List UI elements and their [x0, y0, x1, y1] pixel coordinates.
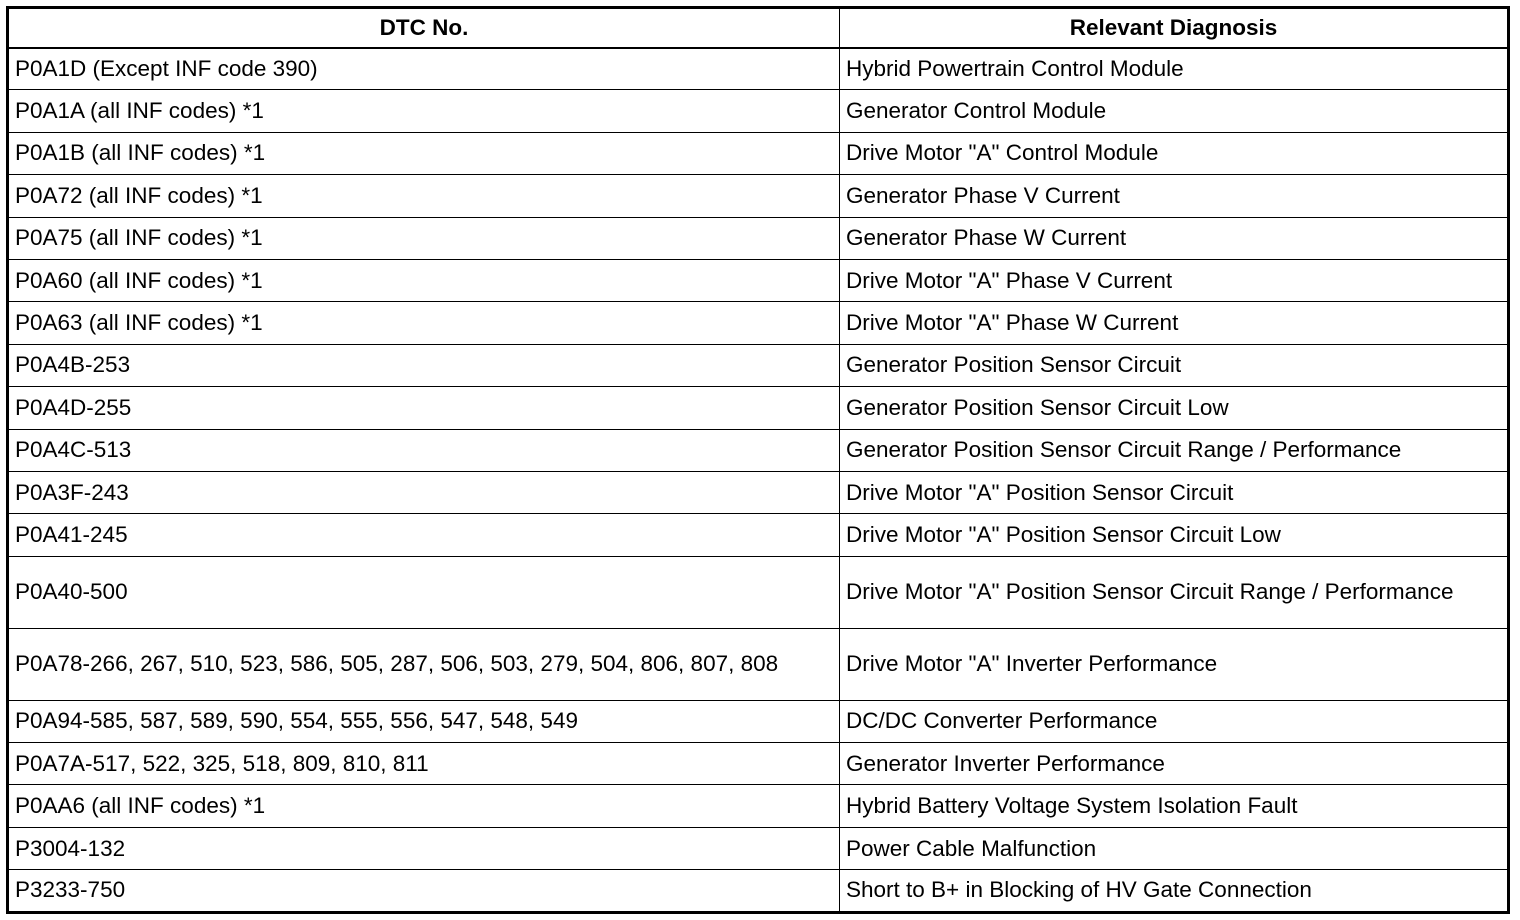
table-row [8, 429, 1509, 471]
table-row [8, 743, 1509, 785]
dtc-cell: P0A1A (all INF codes) *1 [8, 90, 840, 132]
diagnosis-cell: Hybrid Powertrain Control Module [840, 48, 1509, 90]
diagnosis-cell: Generator Inverter Performance [840, 743, 1509, 785]
diagnosis-cell: Drive Motor "A" Inverter Performance [840, 628, 1509, 700]
diagnosis-cell: DC/DC Converter Performance [840, 700, 1509, 742]
diagnosis-cell: Generator Phase W Current [840, 217, 1509, 259]
diagnosis-cell: Generator Phase V Current [840, 175, 1509, 217]
table-row [8, 700, 1509, 742]
dtc-cell: P3004-132 [8, 827, 840, 869]
diagnosis-cell: Drive Motor "A" Phase W Current [840, 302, 1509, 344]
dtc-cell: P0A7A-517, 522, 325, 518, 809, 810, 811 [8, 743, 840, 785]
table-row [8, 90, 1509, 132]
diagnosis-cell: Generator Position Sensor Circuit Low [840, 387, 1509, 429]
dtc-cell: P0A94-585, 587, 589, 590, 554, 555, 556, 547, 548, 549 [8, 700, 840, 742]
diagnosis-cell: Generator Position Sensor Circuit [840, 344, 1509, 386]
dtc-cell: P0A4D-255 [8, 387, 840, 429]
table-row [8, 785, 1509, 827]
dtc-cell: P0A1D (Except INF code 390) [8, 48, 840, 90]
dtc-cell: P3233-750 [8, 870, 840, 912]
dtc-cell: P0A3F-243 [8, 471, 840, 513]
table-row [8, 302, 1509, 344]
dtc-cell: P0A40-500 [8, 556, 840, 628]
column-header-diagnosis: Relevant Diagnosis [840, 8, 1509, 48]
table-row [8, 827, 1509, 869]
table-header-row [8, 8, 1509, 48]
table-row [8, 132, 1509, 174]
diagnosis-cell: Power Cable Malfunction [840, 827, 1509, 869]
table-row [8, 870, 1509, 912]
table-row [8, 556, 1509, 628]
table-row [8, 48, 1509, 90]
diagnosis-cell: Short to B+ in Blocking of HV Gate Connection [840, 870, 1509, 912]
diagnosis-cell: Drive Motor "A" Position Sensor Circuit Low [840, 514, 1509, 556]
diagnosis-cell: Drive Motor "A" Control Module [840, 132, 1509, 174]
table-row [8, 344, 1509, 386]
column-header-dtc: DTC No. [8, 8, 840, 48]
dtc-cell: P0A75 (all INF codes) *1 [8, 217, 840, 259]
dtc-cell: P0A60 (all INF codes) *1 [8, 259, 840, 301]
table-row [8, 259, 1509, 301]
dtc-cell: P0A1B (all INF codes) *1 [8, 132, 840, 174]
dtc-cell: P0A78-266, 267, 510, 523, 586, 505, 287, 506, 503, 279, 504, 806, 807, 808 [8, 628, 840, 700]
dtc-cell: P0AA6 (all INF codes) *1 [8, 785, 840, 827]
dtc-cell: P0A4C-513 [8, 429, 840, 471]
dtc-cell: P0A63 (all INF codes) *1 [8, 302, 840, 344]
dtc-cell: P0A41-245 [8, 514, 840, 556]
diagnosis-cell: Generator Control Module [840, 90, 1509, 132]
dtc-cell: P0A4B-253 [8, 344, 840, 386]
table-row [8, 514, 1509, 556]
table-row [8, 175, 1509, 217]
table-row [8, 628, 1509, 700]
diagnosis-cell: Drive Motor "A" Phase V Current [840, 259, 1509, 301]
diagnosis-cell: Generator Position Sensor Circuit Range / Performance [840, 429, 1509, 471]
dtc-cell: P0A72 (all INF codes) *1 [8, 175, 840, 217]
diagnosis-cell: Drive Motor "A" Position Sensor Circuit Range / Performance [840, 556, 1509, 628]
diagnosis-cell: Drive Motor "A" Position Sensor Circuit [840, 471, 1509, 513]
table-row [8, 217, 1509, 259]
dtc-diagnosis-table [6, 6, 1510, 914]
table-row [8, 471, 1509, 513]
table-row [8, 387, 1509, 429]
diagnosis-cell: Hybrid Battery Voltage System Isolation Fault [840, 785, 1509, 827]
